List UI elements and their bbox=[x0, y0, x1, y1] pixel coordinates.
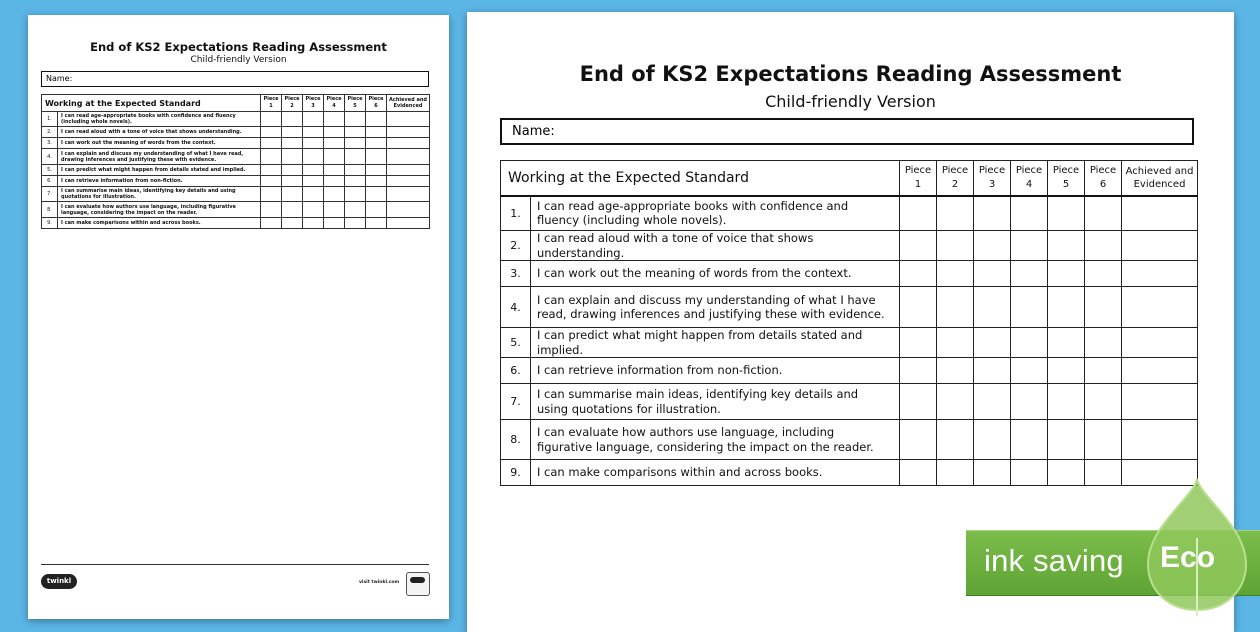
piece-6-cell[interactable] bbox=[1085, 287, 1122, 328]
piece-4-cell[interactable] bbox=[1011, 287, 1048, 328]
piece-5-cell[interactable] bbox=[1048, 261, 1085, 287]
table-header-piece-6: Piece 6 bbox=[366, 95, 387, 112]
row-statement: I can retrieve information from non-fiction. bbox=[531, 358, 900, 384]
table-header-piece-2: Piece 2 bbox=[937, 161, 974, 196]
row-number: 7. bbox=[501, 384, 531, 420]
piece-6-cell[interactable] bbox=[366, 202, 387, 218]
piece-1-cell[interactable] bbox=[900, 384, 937, 420]
page-title: End of KS2 Expectations Reading Assessment bbox=[579, 62, 1122, 86]
name-label: Name: bbox=[512, 124, 555, 139]
achieved-cell[interactable] bbox=[1122, 231, 1198, 261]
achieved-cell[interactable] bbox=[387, 138, 430, 149]
table-header-piece-6: Piece 6 bbox=[1085, 161, 1122, 196]
piece-3-cell[interactable] bbox=[974, 287, 1011, 328]
piece-2-cell[interactable] bbox=[937, 384, 974, 420]
piece-3-cell[interactable] bbox=[974, 358, 1011, 384]
piece-2-cell[interactable] bbox=[282, 202, 303, 218]
piece-2-cell[interactable] bbox=[282, 218, 303, 229]
piece-2-cell[interactable] bbox=[937, 261, 974, 287]
piece-6-cell[interactable] bbox=[366, 218, 387, 229]
piece-1-cell[interactable] bbox=[261, 138, 282, 149]
piece-6-cell[interactable] bbox=[366, 165, 387, 176]
piece-1-cell[interactable] bbox=[900, 231, 937, 261]
piece-4-cell[interactable] bbox=[1011, 196, 1048, 231]
piece-4-cell[interactable] bbox=[324, 187, 345, 202]
achieved-cell[interactable] bbox=[1122, 384, 1198, 420]
piece-1-cell[interactable] bbox=[261, 187, 282, 202]
piece-5-cell[interactable] bbox=[345, 176, 366, 187]
piece-1-cell[interactable] bbox=[261, 218, 282, 229]
piece-4-cell[interactable] bbox=[324, 218, 345, 229]
achieved-cell[interactable] bbox=[387, 149, 430, 165]
piece-5-cell[interactable] bbox=[345, 149, 366, 165]
piece-1-cell[interactable] bbox=[900, 287, 937, 328]
piece-3-cell[interactable] bbox=[974, 460, 1011, 486]
page-subtitle: Child-friendly Version bbox=[765, 92, 936, 111]
piece-5-cell[interactable] bbox=[1048, 384, 1085, 420]
piece-4-cell[interactable] bbox=[324, 149, 345, 165]
row-number: 9. bbox=[501, 460, 531, 486]
table-header-piece-1: Piece 1 bbox=[900, 161, 937, 196]
row-statement: I can work out the meaning of words from the context. bbox=[58, 138, 261, 149]
table-row bbox=[42, 187, 430, 202]
row-statement: I can read age-appropriate books with confidence and fluency (including whole novels). bbox=[531, 196, 900, 231]
achieved-cell[interactable] bbox=[387, 165, 430, 176]
piece-5-cell[interactable] bbox=[1048, 196, 1085, 231]
table-row bbox=[42, 138, 430, 149]
achieved-cell[interactable] bbox=[1122, 328, 1198, 358]
piece-4-cell[interactable] bbox=[1011, 384, 1048, 420]
piece-4-cell[interactable] bbox=[1011, 358, 1048, 384]
piece-2-cell[interactable] bbox=[282, 187, 303, 202]
piece-3-cell[interactable] bbox=[974, 231, 1011, 261]
row-number: 2. bbox=[501, 231, 531, 261]
piece-4-cell[interactable] bbox=[324, 127, 345, 138]
row-statement: I can retrieve information from non-fiction. bbox=[58, 176, 261, 187]
piece-5-cell[interactable] bbox=[1048, 460, 1085, 486]
piece-3-cell[interactable] bbox=[303, 149, 324, 165]
piece-5-cell[interactable] bbox=[1048, 231, 1085, 261]
piece-3-cell[interactable] bbox=[974, 420, 1011, 460]
piece-1-cell[interactable] bbox=[900, 460, 937, 486]
piece-1-cell[interactable] bbox=[900, 196, 937, 231]
piece-3-cell[interactable] bbox=[303, 165, 324, 176]
ink-saving-label: ink saving bbox=[984, 543, 1124, 578]
table-header-standard: Working at the Expected Standard bbox=[42, 95, 261, 112]
piece-2-cell[interactable] bbox=[937, 420, 974, 460]
piece-6-cell[interactable] bbox=[1085, 231, 1122, 261]
row-statement: I can summarise main ideas, identifying key details and using quotations for illustration. bbox=[58, 187, 261, 202]
piece-4-cell[interactable] bbox=[1011, 231, 1048, 261]
row-statement: I can work out the meaning of words from the context. bbox=[531, 261, 900, 287]
piece-1-cell[interactable] bbox=[900, 358, 937, 384]
thumbnail-assessment-table bbox=[41, 94, 430, 229]
achieved-cell[interactable] bbox=[387, 187, 430, 202]
piece-6-cell[interactable] bbox=[366, 127, 387, 138]
twinkl-logo: twinkl bbox=[41, 574, 77, 589]
piece-6-cell[interactable] bbox=[1085, 384, 1122, 420]
achieved-cell[interactable] bbox=[1122, 420, 1198, 460]
piece-5-cell[interactable] bbox=[1048, 287, 1085, 328]
thumbnail-footer-divider bbox=[41, 564, 429, 565]
piece-3-cell[interactable] bbox=[974, 384, 1011, 420]
piece-2-cell[interactable] bbox=[937, 231, 974, 261]
piece-4-cell[interactable] bbox=[1011, 420, 1048, 460]
assessment-table bbox=[500, 160, 1198, 486]
achieved-cell[interactable] bbox=[387, 112, 430, 127]
piece-4-cell[interactable] bbox=[324, 165, 345, 176]
row-statement: I can predict what might happen from details stated and implied. bbox=[531, 328, 900, 358]
piece-2-cell[interactable] bbox=[282, 176, 303, 187]
row-number: 4. bbox=[42, 149, 58, 165]
table-header-achieved: Achieved and Evidenced bbox=[1122, 161, 1198, 196]
piece-2-cell[interactable] bbox=[937, 328, 974, 358]
table-row bbox=[501, 384, 1198, 420]
table-header-piece-4: Piece 4 bbox=[1011, 161, 1048, 196]
piece-3-cell[interactable] bbox=[303, 176, 324, 187]
table-header-piece-3: Piece 3 bbox=[974, 161, 1011, 196]
eco-label: Eco bbox=[1160, 541, 1216, 574]
piece-6-cell[interactable] bbox=[366, 138, 387, 149]
piece-4-cell[interactable] bbox=[1011, 261, 1048, 287]
piece-4-cell[interactable] bbox=[1011, 328, 1048, 358]
piece-1-cell[interactable] bbox=[261, 149, 282, 165]
piece-6-cell[interactable] bbox=[366, 176, 387, 187]
piece-6-cell[interactable] bbox=[1085, 196, 1122, 231]
piece-1-cell[interactable] bbox=[900, 261, 937, 287]
row-statement: I can explain and discuss my understanding of what I have read, drawing inferences and justifying these with evidence. bbox=[531, 287, 900, 328]
website-text: visit twinkl.com bbox=[359, 580, 400, 585]
row-statement: I can read aloud with a tone of voice that shows understanding. bbox=[531, 231, 900, 261]
piece-6-cell[interactable] bbox=[1085, 420, 1122, 460]
row-statement: I can explain and discuss my understanding of what I have read, drawing inferences and justifying these with evidence. bbox=[58, 149, 261, 165]
row-number: 6. bbox=[501, 358, 531, 384]
piece-1-cell[interactable] bbox=[261, 176, 282, 187]
row-number: 8. bbox=[42, 202, 58, 218]
achieved-cell[interactable] bbox=[1122, 358, 1198, 384]
piece-5-cell[interactable] bbox=[345, 138, 366, 149]
piece-3-cell[interactable] bbox=[303, 202, 324, 218]
piece-2-cell[interactable] bbox=[282, 138, 303, 149]
row-statement: I can make comparisons within and across books. bbox=[58, 218, 261, 229]
thumbnail-name-label: Name: bbox=[46, 74, 73, 83]
piece-2-cell[interactable] bbox=[282, 149, 303, 165]
table-header-piece-5: Piece 5 bbox=[345, 95, 366, 112]
piece-5-cell[interactable] bbox=[1048, 420, 1085, 460]
piece-3-cell[interactable] bbox=[303, 138, 324, 149]
row-number: 7. bbox=[42, 187, 58, 202]
table-row bbox=[501, 328, 1198, 358]
piece-6-cell[interactable] bbox=[1085, 328, 1122, 358]
achieved-cell[interactable] bbox=[387, 202, 430, 218]
row-number: 5. bbox=[501, 328, 531, 358]
piece-1-cell[interactable] bbox=[261, 112, 282, 127]
piece-5-cell[interactable] bbox=[1048, 358, 1085, 384]
row-statement: I can read aloud with a tone of voice that shows understanding. bbox=[58, 127, 261, 138]
piece-4-cell[interactable] bbox=[324, 138, 345, 149]
achieved-cell[interactable] bbox=[387, 176, 430, 187]
piece-3-cell[interactable] bbox=[974, 261, 1011, 287]
row-statement: I can make comparisons within and across books. bbox=[531, 460, 900, 486]
row-number: 1. bbox=[42, 112, 58, 127]
piece-2-cell[interactable] bbox=[282, 112, 303, 127]
table-row bbox=[501, 261, 1198, 287]
row-number: 8. bbox=[501, 420, 531, 460]
piece-3-cell[interactable] bbox=[303, 187, 324, 202]
piece-1-cell[interactable] bbox=[261, 165, 282, 176]
table-row bbox=[501, 287, 1198, 328]
table-row bbox=[42, 112, 430, 127]
piece-1-cell[interactable] bbox=[261, 202, 282, 218]
piece-3-cell[interactable] bbox=[974, 196, 1011, 231]
thumbnail-subtitle: Child-friendly Version bbox=[190, 55, 287, 65]
piece-3-cell[interactable] bbox=[303, 127, 324, 138]
table-row bbox=[42, 176, 430, 187]
piece-2-cell[interactable] bbox=[937, 460, 974, 486]
table-row bbox=[501, 420, 1198, 460]
row-number: 6. bbox=[42, 176, 58, 187]
piece-4-cell[interactable] bbox=[324, 112, 345, 127]
achieved-cell[interactable] bbox=[1122, 287, 1198, 328]
piece-2-cell[interactable] bbox=[282, 127, 303, 138]
table-row bbox=[501, 358, 1198, 384]
table-header-achieved: Achieved and Evidenced bbox=[387, 95, 430, 112]
table-header-piece-4: Piece 4 bbox=[324, 95, 345, 112]
piece-4-cell[interactable] bbox=[324, 202, 345, 218]
piece-6-cell[interactable] bbox=[1085, 460, 1122, 486]
piece-2-cell[interactable] bbox=[937, 287, 974, 328]
row-statement: I can evaluate how authors use language, including figurative language, considering the impact on the reader. bbox=[58, 202, 261, 218]
piece-3-cell[interactable] bbox=[303, 112, 324, 127]
row-number: 9. bbox=[42, 218, 58, 229]
achieved-cell[interactable] bbox=[387, 218, 430, 229]
row-number: 3. bbox=[501, 261, 531, 287]
achieved-cell[interactable] bbox=[1122, 261, 1198, 287]
row-number: 1. bbox=[501, 196, 531, 231]
piece-6-cell[interactable] bbox=[1085, 261, 1122, 287]
piece-5-cell[interactable] bbox=[345, 165, 366, 176]
thumbnail-name-field bbox=[41, 71, 429, 87]
piece-5-cell[interactable] bbox=[345, 112, 366, 127]
piece-6-cell[interactable] bbox=[366, 112, 387, 127]
piece-5-cell[interactable] bbox=[345, 202, 366, 218]
piece-3-cell[interactable] bbox=[303, 218, 324, 229]
row-statement: I can summarise main ideas, identifying key details and using quotations for illustration. bbox=[531, 384, 900, 420]
piece-1-cell[interactable] bbox=[900, 328, 937, 358]
document-thumbnail[interactable] bbox=[28, 15, 449, 619]
row-statement: I can read age-appropriate books with confidence and fluency (including whole novels). bbox=[58, 112, 261, 127]
table-row bbox=[42, 202, 430, 218]
row-statement: I can predict what might happen from details stated and implied. bbox=[58, 165, 261, 176]
row-number: 4. bbox=[501, 287, 531, 328]
piece-1-cell[interactable] bbox=[261, 127, 282, 138]
piece-1-cell[interactable] bbox=[900, 420, 937, 460]
table-header-standard: Working at the Expected Standard bbox=[501, 161, 900, 196]
row-number: 2. bbox=[42, 127, 58, 138]
piece-2-cell[interactable] bbox=[937, 196, 974, 231]
name-field[interactable] bbox=[500, 118, 1194, 145]
achieved-cell[interactable] bbox=[1122, 196, 1198, 231]
piece-3-cell[interactable] bbox=[974, 328, 1011, 358]
piece-6-cell[interactable] bbox=[1085, 358, 1122, 384]
piece-5-cell[interactable] bbox=[345, 127, 366, 138]
piece-6-cell[interactable] bbox=[366, 187, 387, 202]
table-header-piece-5: Piece 5 bbox=[1048, 161, 1085, 196]
piece-5-cell[interactable] bbox=[345, 218, 366, 229]
table-row bbox=[42, 149, 430, 165]
table-row bbox=[501, 196, 1198, 231]
row-statement: I can evaluate how authors use language, including figurative language, considering the impact on the reader. bbox=[531, 420, 900, 460]
row-number: 5. bbox=[42, 165, 58, 176]
thumbnail-title: End of KS2 Expectations Reading Assessment bbox=[90, 40, 387, 54]
quality-badge-icon bbox=[406, 572, 430, 596]
piece-4-cell[interactable] bbox=[324, 176, 345, 187]
table-row bbox=[501, 231, 1198, 261]
achieved-cell[interactable] bbox=[387, 127, 430, 138]
table-row bbox=[501, 460, 1198, 486]
table-header-piece-2: Piece 2 bbox=[282, 95, 303, 112]
row-number: 3. bbox=[42, 138, 58, 149]
piece-5-cell[interactable] bbox=[345, 187, 366, 202]
table-row bbox=[42, 127, 430, 138]
table-row bbox=[42, 218, 430, 229]
table-header-piece-1: Piece 1 bbox=[261, 95, 282, 112]
piece-5-cell[interactable] bbox=[1048, 328, 1085, 358]
piece-2-cell[interactable] bbox=[282, 165, 303, 176]
table-header-piece-3: Piece 3 bbox=[303, 95, 324, 112]
piece-2-cell[interactable] bbox=[937, 358, 974, 384]
piece-4-cell[interactable] bbox=[1011, 460, 1048, 486]
table-row bbox=[42, 165, 430, 176]
piece-6-cell[interactable] bbox=[366, 149, 387, 165]
